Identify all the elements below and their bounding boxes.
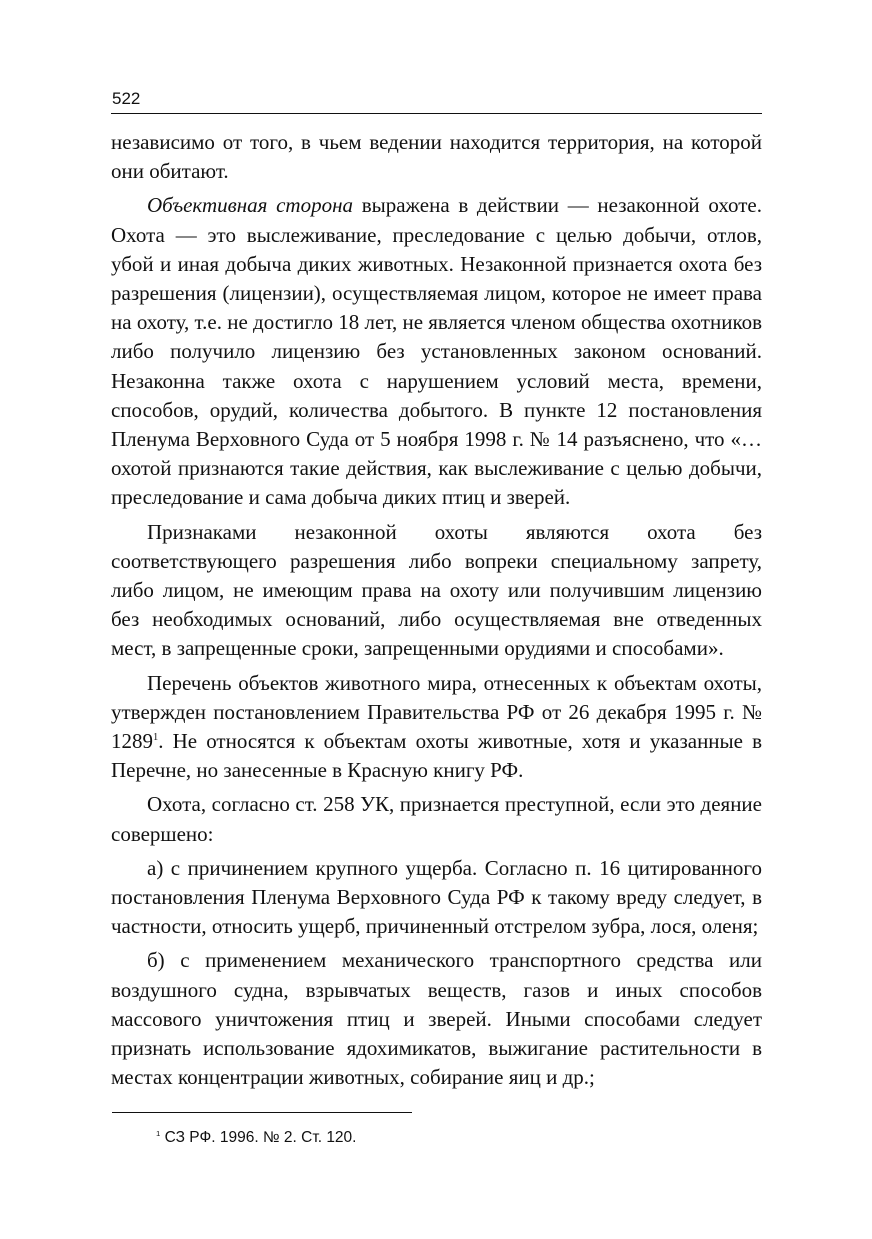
objective-side-term: Объективная сторона — [147, 193, 354, 218]
paragraph-5: Охота, согласно ст. 258 УК, признается преступной, если это деяние совершено: — [111, 792, 762, 846]
footnote-mark: 1 — [156, 1128, 161, 1138]
paragraph-6: а) с причинением крупного ущерба. Согласно п. 16 цитированного постановления Пленума Верховного Суда РФ к такому вреду следует, в частности, относить ущерб, причиненный отстрелом зубра, лося, оленя; — [111, 855, 762, 939]
paragraph-4-text-end: . Не относятся к объектам охоты животные, хотя и указанные в Перечне, но занесенные в Красную книгу РФ. — [111, 729, 762, 783]
page-number: 522 — [112, 89, 141, 108]
paragraph-1: независимо от того, в чьем ведении находится территория, на которой они обитают. — [111, 130, 762, 184]
paragraph-3: Признаками незаконной охоты являются охота без соответствующего разрешения либо вопреки специальному запрету, либо лицом, не имеющим права на охоту или получившим лицензию без необходимых оснований, либо осуществляемая вне отведенных мест, в запрещенные сроки, запрещенными орудиями и способами». — [111, 519, 762, 661]
header-rule — [111, 113, 762, 114]
paragraph-7: б) с применением механического транспортного средства или воздушного судна, взрывчатых веществ, газов и иных способов массового уничтожения птиц и зверей. Иными способами следует признать использование ядохимикатов, выжигание растительности в местах концентрации животных, собирание яиц и др.; — [111, 948, 762, 1090]
paragraph-4-text-start: Перечень объектов животного мира, отнесенных к объектам охоты, утвержден постановлением Правительства РФ от 26 декабря 1995 г. № 1289 — [111, 670, 762, 754]
paragraph-2 — [111, 191, 762, 512]
paragraph-2-text: выражена в действии — незаконной охоте. Охота — это выслеживание, преследование с целью добычи, отлов, убой и иная добыча диких животных. Незаконной признается охота без разрешения (лицензии), осуществляемая лицом, которое не имеет права на охоту, т.е. не достигло 18 лет, не является членом общества охотников либо получило лицензию без установленных законом оснований. Незаконна также охота с нарушением условий места, времени, способов, орудий, количества добытого. В пункте 12 постановления Пленума Верховного Суда от 5 ноября 1998 г. № 14 разъяснено, что «…охотой признаются такие действия, как выслеживание с целью добычи, преследование и сама добыча диких птиц и зверей. — [111, 193, 762, 510]
footnote-text: СЗ РФ. 1996. № 2. Ст. 120. — [160, 1129, 357, 1146]
footnote-rule — [112, 1112, 412, 1113]
footnote-reference[interactable]: 1 — [153, 732, 159, 744]
main-text — [111, 128, 762, 1098]
footnote — [156, 1128, 356, 1148]
paragraph-4 — [111, 669, 762, 786]
